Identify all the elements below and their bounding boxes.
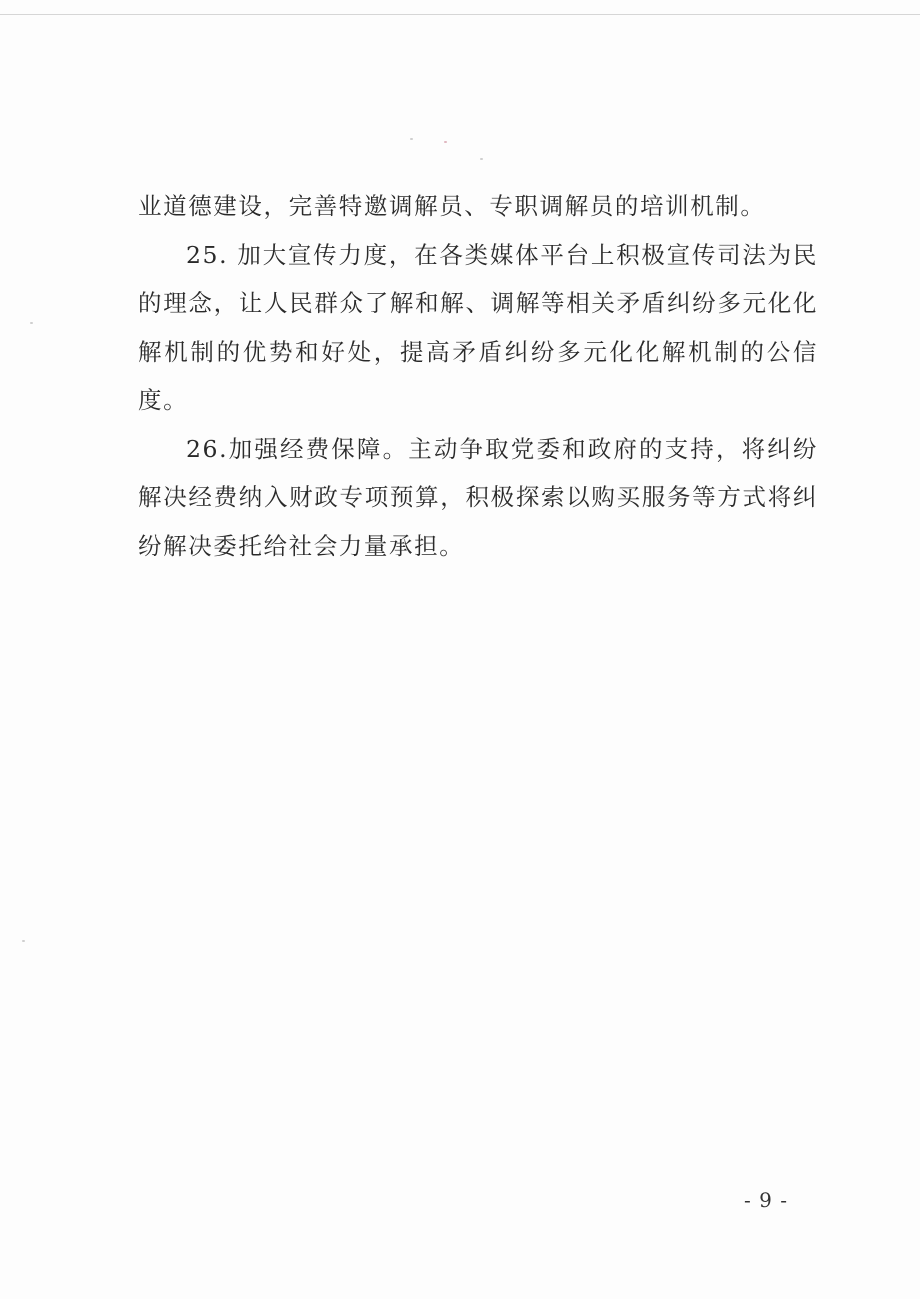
scan-speck [30, 322, 33, 324]
paragraph-item-26: 26.加强经费保障。主动争取党委和政府的支持，将纠纷解决经费纳入财政专项预算，积极探索以购买服务等方式将纠纷解决委托给社会力量承担。 [138, 434, 818, 560]
paragraph-item-25: 25. 加大宣传力度，在各类媒体平台上积极宣传司法为民的理念，让人民群众了解和解、调解等相关矛盾纠纷多元化化解机制的优势和好处，提高矛盾纠纷多元化化解机制的公信度。 [138, 240, 818, 414]
scan-top-edge [0, 14, 920, 15]
document-body [138, 182, 818, 570]
paragraph-continuation: 业道德建设，完善特邀调解员、专职调解员的培训机制。 [138, 192, 766, 220]
scan-speck [410, 138, 413, 140]
page-number: - 9 - [744, 1188, 788, 1212]
scan-speck [480, 158, 483, 160]
scan-speck [22, 940, 25, 942]
scan-speck [444, 141, 447, 143]
